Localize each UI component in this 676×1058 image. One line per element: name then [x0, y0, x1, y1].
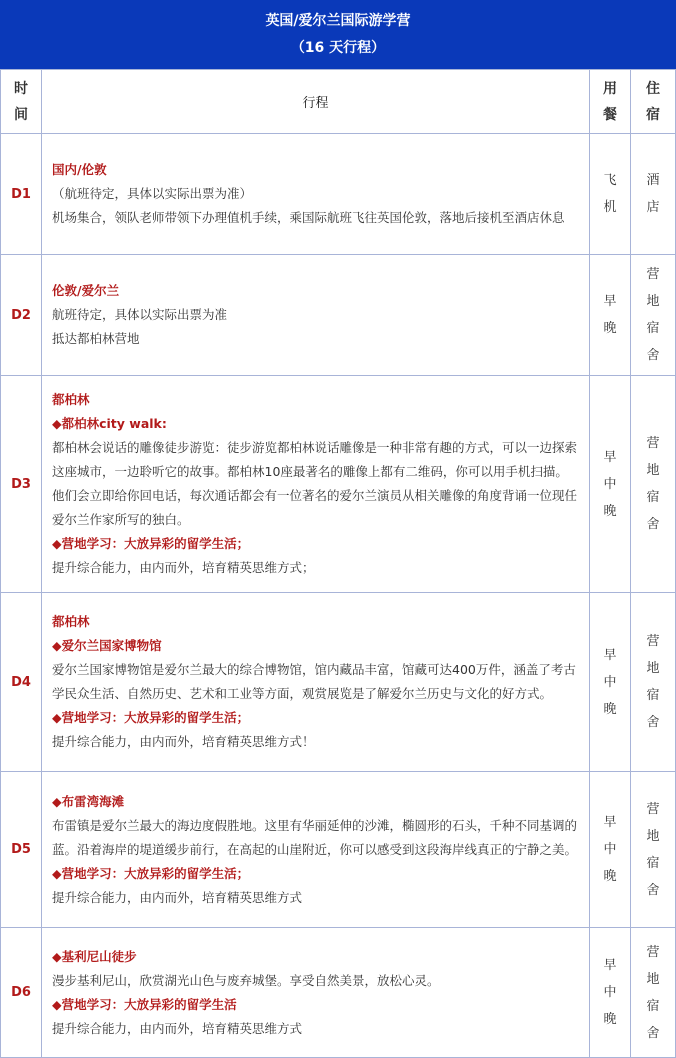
- stay-cell: [631, 772, 676, 928]
- day-cell: D5: [1, 772, 42, 928]
- day-cell: D1: [1, 134, 42, 255]
- stay-char: 地: [646, 463, 660, 478]
- stay-char: 营: [646, 267, 660, 282]
- page-subtitle: （16 天行程）: [290, 39, 386, 56]
- itinerary-text: 爱尔兰国家博物馆是爱尔兰最大的综合博物馆，馆内藏品丰富，馆藏可达400万件，涵盖了考古学民众生活、自然历史、艺术和工业等方面，观赏展览是了解爱尔兰历史与文化的好方式。: [52, 662, 576, 701]
- meal-char: 晚: [603, 869, 617, 884]
- itinerary-text: 漫步基利尼山，欣赏湖光山色与废弃城堡。享受自然美景，放松心灵。: [52, 972, 440, 988]
- itinerary-cell: [42, 376, 590, 593]
- meal-char: 晚: [603, 1012, 617, 1027]
- itinerary-cell: [42, 772, 590, 928]
- header-meal-char: 用: [603, 80, 617, 97]
- stay-char: 舍: [646, 882, 660, 898]
- meal-char: 晚: [603, 321, 617, 336]
- itinerary-heading: 都柏林: [52, 614, 90, 629]
- itinerary-cell: [42, 255, 590, 376]
- meal-char: 早: [603, 815, 617, 830]
- stay-cell: [631, 376, 676, 593]
- page-title: 英国/爱尔兰国际游学营: [265, 12, 411, 29]
- table-row: [1, 772, 676, 928]
- table-header-row: [1, 70, 676, 134]
- itinerary-text: （航班待定，具体以实际出票为准）: [52, 186, 253, 201]
- stay-char: 宿: [646, 998, 660, 1014]
- stay-char: 营: [646, 634, 660, 649]
- stay-cell: [631, 928, 676, 1058]
- table-row: [1, 928, 676, 1058]
- itinerary-text: 布雷镇是爱尔兰最大的海边度假胜地。这里有华丽延伸的沙滩，椭圆形的石头，千种不同基调的蓝。沿着海岸的堤道缓步前行，在高起的山崖附近，你可以感受到这段海岸线真正的宁静之美。: [52, 817, 578, 857]
- meal-char: 晚: [603, 503, 617, 519]
- meal-char: 早: [603, 647, 617, 663]
- meal-cell: [590, 134, 631, 255]
- table-row: [1, 134, 676, 255]
- stay-char: 舍: [646, 348, 660, 363]
- meal-char: 晚: [603, 701, 617, 717]
- header-stay-char: 宿: [646, 106, 660, 123]
- header-meal: [590, 70, 631, 134]
- stay-char: 舍: [646, 1025, 660, 1041]
- itinerary-text: 提升综合能力，由内而外，培育精英思维方式: [52, 1020, 303, 1036]
- table-row: [1, 376, 676, 593]
- itinerary-text: 抵达都柏林营地: [52, 331, 140, 346]
- stay-char: 宿: [646, 855, 660, 871]
- stay-char: 店: [646, 200, 660, 215]
- meal-cell: [590, 593, 631, 772]
- itinerary-heading: ◆营地学习：大放异彩的留学生活；: [52, 536, 250, 551]
- itinerary-heading: ◆营地学习：大放异彩的留学生活；: [52, 710, 250, 725]
- day-cell: D4: [1, 593, 42, 772]
- meal-char: 早: [603, 449, 617, 465]
- itinerary-heading: ◆营地学习：大放异彩的留学生活；: [52, 865, 250, 881]
- stay-char: 营: [646, 801, 660, 817]
- itinerary-text: 提升综合能力，由内而外，培育精英思维方式: [52, 889, 303, 905]
- header-stay-char: 住: [646, 80, 660, 97]
- itinerary-heading: ◆基利尼山徒步: [52, 948, 137, 964]
- itinerary-heading: ◆布雷湾海滩: [52, 793, 125, 809]
- meal-char: 中: [603, 985, 617, 1000]
- stay-char: 舍: [646, 517, 660, 532]
- header-meal-char: 餐: [603, 106, 617, 123]
- stay-char: 酒: [646, 173, 660, 188]
- stay-char: 地: [646, 294, 660, 309]
- itinerary-heading: 都柏林: [52, 392, 90, 407]
- stay-char: 营: [646, 436, 660, 451]
- meal-cell: [590, 376, 631, 593]
- itinerary-heading: 国内/伦敦: [52, 162, 107, 177]
- itinerary-heading: ◆爱尔兰国家博物馆: [52, 638, 162, 653]
- itinerary-text: 都柏林会说话的雕像徒步游览：徒步游览都柏林说话雕像是一种非常有趣的方式，可以一边探索这座城市，一边聆听它的故事。都柏林10座最著名的雕像上都有二维码，你可以用手机扫描。他们会立即给你回电话，每次通话都会有一位著名的爱尔兰演员从相关雕像的角度背诵一位现任爱尔兰作家所写的独白。: [52, 440, 578, 527]
- itinerary-text: 机场集合，领队老师带领下办理值机手续，乘国际航班飞往英国伦敦，落地后接机至酒店休息: [52, 210, 565, 225]
- meal-char: 中: [603, 842, 617, 857]
- meal-cell: [590, 772, 631, 928]
- itinerary-cell: [42, 593, 590, 772]
- meal-char: 机: [603, 200, 617, 215]
- stay-cell: [631, 134, 676, 255]
- stay-char: 营: [646, 944, 660, 960]
- meal-char: 早: [603, 958, 617, 973]
- itinerary-text: 提升综合能力，由内而外，培育精英思维方式；: [52, 560, 315, 575]
- stay-char: 宿: [646, 321, 660, 336]
- header-day-char: 间: [14, 106, 28, 123]
- itinerary-cell: [42, 134, 590, 255]
- table-row: [1, 255, 676, 376]
- meal-char: 中: [603, 674, 617, 690]
- header-day: [1, 70, 42, 134]
- itinerary-text: 提升综合能力，由内而外，培育精英思维方式！: [52, 734, 315, 749]
- stay-char: 地: [646, 661, 660, 676]
- stay-cell: [631, 255, 676, 376]
- itinerary-cell: [42, 928, 590, 1058]
- header-stay: [631, 70, 676, 134]
- meal-char: 早: [603, 294, 617, 309]
- stay-cell: [631, 593, 676, 772]
- day-cell: D6: [1, 928, 42, 1058]
- stay-char: 宿: [646, 490, 660, 505]
- header-itinerary: 行程: [42, 70, 590, 134]
- itinerary-heading: ◆都柏林city walk:: [52, 416, 167, 431]
- meal-cell: [590, 928, 631, 1058]
- stay-char: 地: [646, 971, 660, 987]
- meal-char: 飞: [603, 173, 617, 188]
- itinerary-heading: 伦敦/爱尔兰: [52, 283, 120, 298]
- meal-cell: [590, 255, 631, 376]
- itinerary-heading: ◆营地学习：大放异彩的留学生活: [52, 996, 237, 1012]
- stay-char: 地: [646, 828, 660, 844]
- meal-char: 中: [603, 476, 617, 492]
- day-cell: D2: [1, 255, 42, 376]
- stay-char: 宿: [646, 688, 660, 703]
- stay-char: 舍: [646, 715, 660, 730]
- table-row: [1, 593, 676, 772]
- itinerary-table: [0, 69, 676, 1058]
- header-day-char: 时: [14, 80, 28, 97]
- itinerary-text: 航班待定，具体以实际出票为准: [52, 307, 228, 322]
- title-banner: [0, 0, 676, 69]
- day-cell: D3: [1, 376, 42, 593]
